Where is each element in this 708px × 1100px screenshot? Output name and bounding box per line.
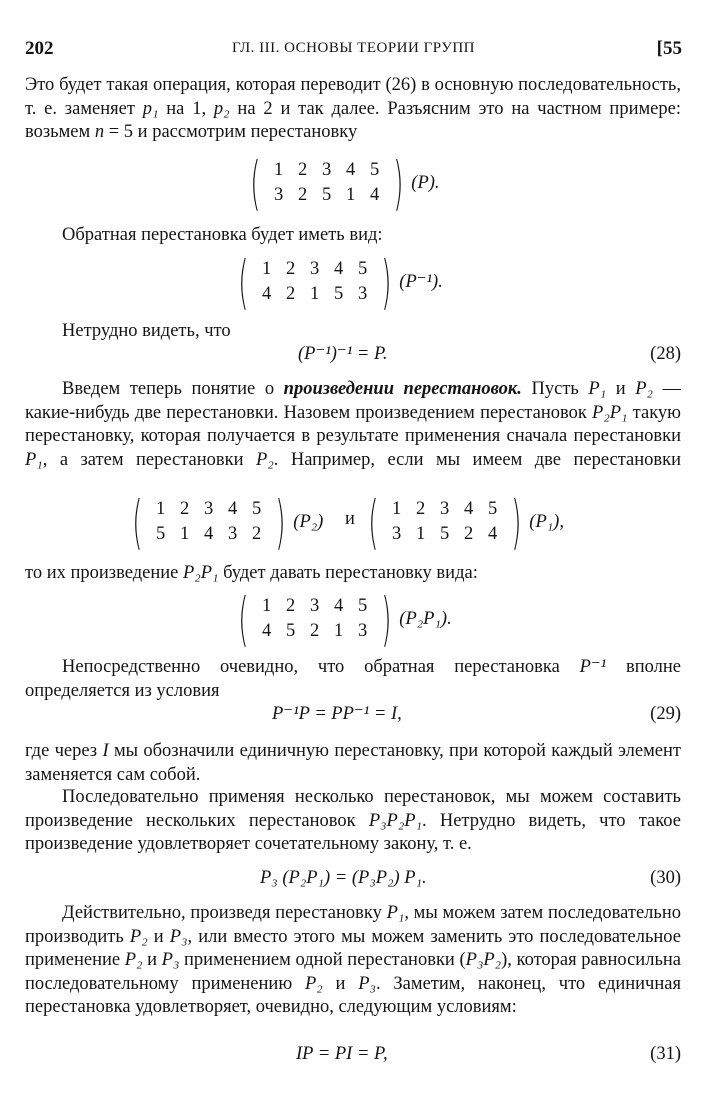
equation-number-28: (28) [650,344,681,364]
paragraph-6: Непосредственно очевидно, что обратная перестановка P⁻¹ вполне определяется из условия [25,657,681,701]
chapter-title: ГЛ. III. ОСНОВЫ ТЕОРИИ ГРУПП [231,40,476,56]
matrix-row-top: 1 2 3 4 5 [262,259,368,279]
permutation-p2p1: ( 1 2 3 4 5 4 5 2 1 3 ) (P₂P₁). [238,585,452,653]
matrix-row-top: 1 2 3 4 5 [156,499,262,519]
matrix-row-top: 1 2 3 4 5 [392,499,498,519]
paragraph-9: Действительно, произведя перестановку P₁, мы можем затем последовательно производить P₂ и P₃, или вместо этого мы можем заменить это последовательное применение P₂ и P₃ применением одной перестановки (P₃P₂), которая равносильна последовательному применению P₂ и P₃. Заметим, наконец, что единичная перестановка удовлетворяет, очевидно, следующим условиям: [25,903,682,1018]
equation-30: P₃ (P₂P₁) = (P₃P₂) P₁. [260,868,427,888]
paragraph-1: Это будет такая операция, которая переводит (26) в основную последовательность, т. е. заменяет p₁ на 1, p₂ на 2 и так далее. Разъясним это на частном примере: возьмем n = 5 и рассмотрим перестановку [25,75,681,143]
emphasized-term: произведении перестановок. [283,379,522,399]
matrix-row-bottom: 3 1 5 2 4 [392,524,498,544]
paragraph-5: то их произведение P₂P₁ будет давать перестановку вида: [25,563,478,583]
permutation-matrix [255,257,375,307]
equation-31: IP = PI = P, [296,1044,388,1064]
equation-number-30: (30) [650,868,681,888]
permutation-label: (P⁻¹). [399,272,443,292]
running-header [25,38,682,62]
conjunction-and: и [345,509,355,529]
permutation-p-inverse: ( 1 2 3 4 5 4 2 1 5 3 ) (P⁻¹). [238,248,443,316]
matrix-row-top: 1 2 3 4 5 [262,596,368,616]
permutation-label: (P₁), [529,511,564,532]
paragraph-8: Последовательно применяя несколько перестановок, мы можем составить произведение нескольких перестановок P₃P₂P₁. Нетрудно видеть, что такое произведение удовлетворяет сочетательному закону, т. е. [25,787,681,855]
matrix-row-bottom: 4 5 2 1 3 [262,621,368,641]
paragraph-2: Обратная перестановка будет иметь вид: [62,225,383,245]
matrix-row-top: 1 2 3 4 5 [274,160,380,180]
equation-number-29: (29) [650,704,681,724]
paragraph-3: Нетрудно видеть, что [62,321,231,341]
paragraph-4: Введем теперь понятие о произведении перестановок. Пусть P₁ и P₂ — какие-нибудь две перестановки. Назовем произведением перестановок P₂P₁ такую перестановку, которая получается в результате применения сначала перестановки P₁, а затем перестановки P₂. Например, если мы имеем две перестановки [25,379,682,470]
permutation-p2: ( 1 2 3 4 5 5 1 4 3 2 ) (P₂) [132,488,324,556]
matrix-row-bottom: 5 1 4 3 2 [156,524,262,544]
equation-29: P⁻¹P = PP⁻¹ = I, [272,704,402,724]
permutation-matrix [267,158,387,208]
matrix-row-bottom: 4 2 1 5 3 [262,284,368,304]
permutation-p: ( 1 2 3 4 5 3 2 5 1 4 ) (P). [250,149,440,217]
equation-number-31: (31) [650,1044,681,1064]
symbol-n: n [94,122,105,143]
permutation-matrix [385,497,505,547]
symbol-p1: p₁ [142,98,159,119]
permutation-matrix [149,497,269,547]
permutation-label: (P). [411,172,440,193]
symbol-p2: p₂ [213,98,230,119]
page-number: 202 [25,38,54,59]
permutation-label: (P₂P₁). [399,608,452,629]
matrix-row-bottom: 3 2 5 1 4 [274,185,380,205]
equation-28: (P⁻¹)⁻¹ = P. [298,344,388,364]
paragraph-7: где через I мы обозначили единичную перестановку, при которой каждый элемент заменяется сам собой. [25,741,681,785]
permutation-label: (P₂) [293,511,324,532]
permutation-p1: ( 1 2 3 4 5 3 1 5 2 4 ) (P₁), [368,488,564,556]
permutation-matrix [255,594,375,644]
section-number: [55 [656,38,682,59]
